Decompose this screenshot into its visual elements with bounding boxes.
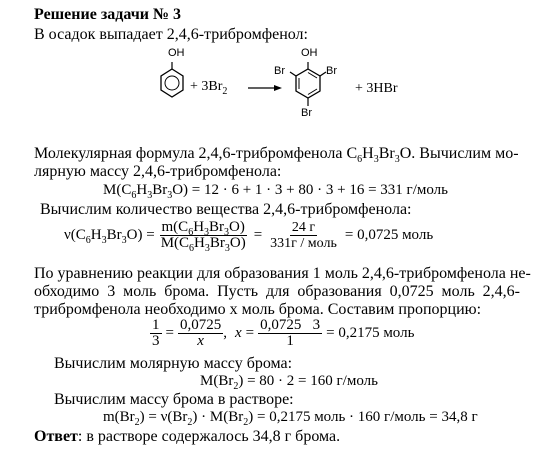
tribromophenol-ring xyxy=(290,62,326,106)
amount-value-fraction: $\frac{24 г}{\text{331г / моль}}$ xyxy=(270,220,337,251)
byproduct-label: + 3HBr xyxy=(355,81,398,96)
line-amount: Вычислим количество вещества 2,4,6-трибромфенола: xyxy=(40,201,412,218)
reagent-label: + $3Br_2$ xyxy=(190,79,228,97)
eq-br-mass: $m(Br_2) = \nu(Br_2) \cdot M(Br_2) = 0,2175$ моль · 160 г/моль = 34,8 г xyxy=(103,409,478,428)
amount-fraction: $\frac{m(C_6H_3Br_3O)}{M(C_6H_3Br_3O)}$ xyxy=(160,219,246,254)
line-br-mass: Вычислим массу брома в растворе: xyxy=(54,391,294,408)
para1-line2: лярную массу 2,4,6-трибромфенола: xyxy=(34,163,282,180)
product-oh-label: OH xyxy=(301,47,318,59)
para2-line2: обходимо 3 моль брома. Пусть для образования 0,0725 моль 2,4,6- xyxy=(34,283,520,300)
answer-text: : в растворе содержалось 34,8 г брома. xyxy=(77,428,341,445)
answer-label: Ответ xyxy=(34,428,78,445)
page-title: Решение задачи № 3 xyxy=(34,6,182,23)
para2-line3: трибромфенола необходимо x моль брома. Составим пропорцию: xyxy=(34,301,482,318)
reaction-arrow-icon xyxy=(248,85,282,91)
eq-proportion: $\frac{1}{3}$ = $\frac{0,0725}{x}$ , x = $\frac{0,0725 3}{1}$ = 0,2175 моль xyxy=(152,317,415,349)
product-br-right: Br xyxy=(326,65,337,77)
eq-molar-mass: $M(C_6H_3Br_3O) = 12 \cdot 6 + 1 \cdot 3 + 80 \cdot 3 + 16 = 331$ г/моль xyxy=(103,182,448,201)
product-br-left: Br xyxy=(274,65,285,77)
eq-br-molar: $M(Br_2) = 80 \cdot 2 = 160$ г/моль xyxy=(200,373,378,392)
intro-text: В осадок выпадает 2,4,6-трибромфенол: xyxy=(34,26,308,43)
eq-amount: $\nu(C_6H_3Br_3O)$ = $\frac{m(C_6H_3Br_3O)}{M(C_6H_3Br_3O)}$ = $\frac{24 г}{\text{331г / моль}}$ = 0,0725 моль xyxy=(64,219,434,254)
line-br-molar: Вычислим молярную массу брома: xyxy=(54,355,293,372)
phenol-ring xyxy=(161,62,183,97)
reaction-scheme xyxy=(150,47,410,125)
answer-line xyxy=(34,428,340,446)
phenol-oh-label: OH xyxy=(168,47,185,59)
para1-line1: Молекулярная формула 2,4,6-трибромфенола $C_6H_3Br_3O$. Вычислим мо- xyxy=(34,145,519,166)
para2-line1: По уравнению реакции для образования 1 моль 2,4,6-трибромфенола не- xyxy=(34,265,531,282)
product-br-bottom: Br xyxy=(301,107,312,119)
